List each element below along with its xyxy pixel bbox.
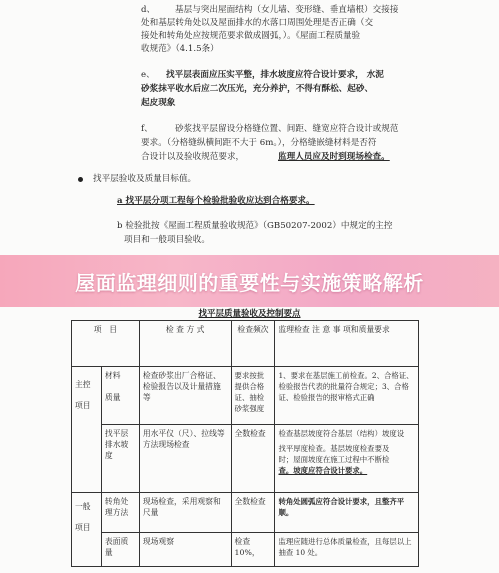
para-d-line-1: 基层与突出屋面结构（女儿墙、变形缝、垂直墙根）交接接: [175, 5, 399, 15]
material-item-2: 质量: [104, 393, 121, 402]
general-label-2: 项目: [75, 523, 91, 532]
table-row: [72, 425, 419, 493]
slope-notes-1: 检查基层坡度符合基层（结构）坡度设: [278, 429, 405, 438]
corner-item: [101, 493, 139, 533]
surface-item-2: 量: [104, 548, 113, 557]
main-control-label-2: 项目: [75, 401, 91, 410]
slope-item-3: 度: [104, 451, 113, 460]
para-f-line-3: 合设计以及验收规范要求，: [141, 152, 245, 162]
header-notes: 监理检查 注 意 事 项和质量要求: [275, 321, 419, 367]
slope-notes-3: 时；屋面坡度在施工过程中不断检: [278, 455, 390, 464]
general-label: [72, 493, 102, 567]
surface-frequency: 检查 10%，: [231, 533, 275, 567]
corner-method: 现场检查，采用观察和尺量: [139, 493, 231, 533]
para-e-line-1: 找平层表面应压实平整，排水坡度应符合设计要求， 水泥: [166, 70, 384, 80]
slope-item-2: 排水坡: [104, 440, 129, 449]
material-notes: 1、要求在基层施工前检查。2、合格证、检验报告代表的批量符合规定；3、合格证、检验报告的报审格式正确: [275, 367, 419, 425]
material-method: 检查砂浆出厂合格证、检验报告以及计量措施等: [139, 367, 231, 425]
para-e-line-2: 砂浆抹平收水后应二次压光，充分养护，不得有酥松、起砂、: [141, 84, 374, 94]
table-header-row: [72, 321, 419, 367]
surface-item: [101, 533, 139, 567]
para-d-line-3: 接处和转角处应按规范要求做成圆弧，）。《屋面工程质量验: [141, 31, 361, 41]
material-frequency: 要求按批提供合格证、抽检砂浆强度: [231, 367, 275, 425]
para-d-line-4: 收规范》（4.1.5条）: [141, 44, 219, 54]
material-item: [101, 367, 139, 425]
para-f-line-1: 砂浆找平层留设分格缝位置、间距、缝宽应符合设计或规范: [175, 124, 399, 134]
material-item-1: 材料: [104, 371, 121, 380]
slope-item: [101, 425, 139, 493]
table-title: 找平层质量验收及控制要点: [198, 309, 301, 319]
corner-item-1: 转角处: [104, 497, 129, 506]
slope-item-1: 找平层: [104, 429, 129, 438]
slope-notes-4: 查。坡度应符合设计要求。: [278, 466, 368, 475]
general-label-1: 一般: [75, 502, 91, 511]
header-frequency: 检查频次: [231, 321, 275, 367]
para-e-line-3: 起皮现象: [141, 98, 176, 108]
corner-item-2: 理方法: [104, 508, 129, 517]
bullet-dot: [78, 177, 83, 182]
corner-frequency: 全数检查: [231, 493, 275, 533]
bullet-text: 找平层验收及质量目标值。: [93, 174, 197, 184]
slope-notes: [275, 425, 419, 493]
table-row: [72, 533, 419, 567]
para-d-marker: d、: [141, 5, 156, 15]
main-control-label-1: 主控: [75, 380, 91, 389]
main-control-label: [72, 367, 102, 493]
para-d-line-2: 处和基层转角处以及屋面排水的水落口周围处理是否正确（交: [141, 18, 374, 28]
header-item: 项 目: [72, 321, 140, 367]
table-row: [72, 493, 419, 533]
para-f-line-2: 要求。（分格缝纵横间距不大于 6m。），分格缝嵌缝材料是否符: [141, 138, 377, 148]
surface-notes: 监理应随进行总体质量检查，且每层以上抽查 10 处。: [275, 533, 419, 567]
slope-frequency: 全数检查: [231, 425, 275, 493]
title-banner: [0, 255, 499, 307]
corner-notes: 转角处圆弧应符合设计要求，且整齐平顺。: [275, 493, 419, 533]
para-e-marker: e、: [141, 70, 155, 80]
quality-table: [71, 320, 419, 567]
slope-notes-2: 找平厚度检查。基层坡度检查要及: [278, 444, 390, 453]
table-row: [72, 367, 419, 425]
para-f-marker: f、: [141, 124, 153, 134]
item-a: a 找平层分项工程每个检验批验收应达到合格要求。: [117, 196, 315, 206]
header-method: 检 查 方 式: [139, 321, 231, 367]
item-b-line-1: b 检验批按《屋面工程质量验收规范》（GB50207-2002）中规定的主控: [117, 221, 393, 231]
slope-method: 用水平仪（尺）、拉线等方法现场检查: [139, 425, 231, 493]
para-f-line-4: 监理人员应及时到现场检查。: [278, 152, 390, 162]
item-b-line-2: 项目和一般项目验收。: [124, 235, 210, 245]
surface-item-1: 表面质: [104, 537, 129, 546]
surface-method: 现场观察: [139, 533, 231, 567]
banner-title: 屋面监理细则的重要性与实施策略解析: [75, 270, 424, 295]
